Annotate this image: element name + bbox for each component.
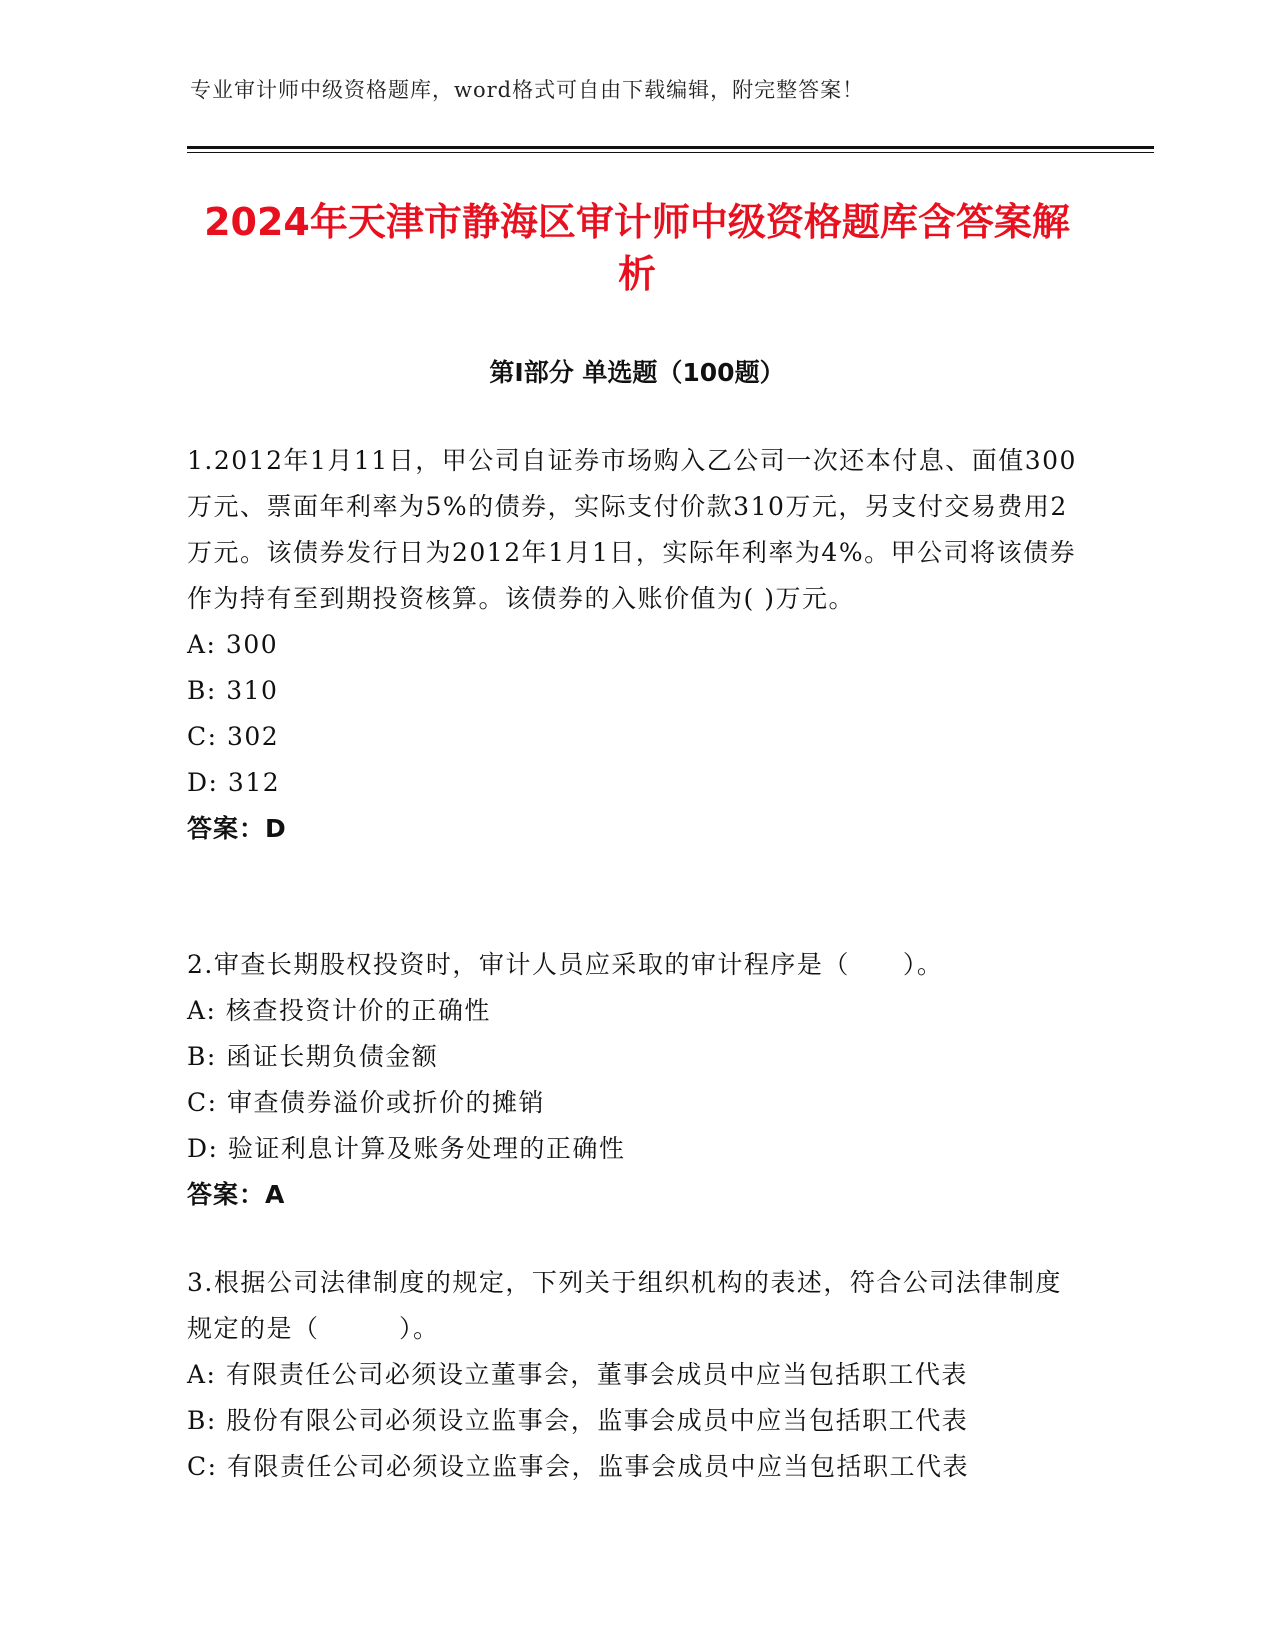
option-c: C: 审查债券溢价或折价的摊销 <box>187 1088 545 1117</box>
option-c: C: 有限责任公司必须设立监事会，监事会成员中应当包括职工代表 <box>187 1452 970 1481</box>
option-d: D: 验证利息计算及账务处理的正确性 <box>187 1134 626 1163</box>
option-a: A: 有限责任公司必须设立董事会，董事会成员中应当包括职工代表 <box>187 1360 968 1389</box>
option-d: D: 312 <box>187 768 281 797</box>
option-b: B: 股份有限公司必须设立监事会，监事会成员中应当包括职工代表 <box>187 1406 969 1435</box>
question-3 <box>187 1260 1087 1490</box>
section-title: 第I部分 单选题（100题） <box>489 358 785 387</box>
header-note: 专业审计师中级资格题库，word格式可自由下载编辑，附完整答案！ <box>190 78 865 102</box>
question-stem: 2.审查长期股权投资时，审计人员应采取的审计程序是（ ）。 <box>187 950 944 979</box>
document-title: 2024年天津市静海区审计师中级资格题库含答案解析 <box>204 200 1070 296</box>
option-a: A: 300 <box>187 630 279 659</box>
question-stem: 1.2012年1月11日，甲公司自证券市场购入乙公司一次还本付息、面值300万元、票面年利率为5%的债券，实际支付价款310万元，另支付交易费用2万元。该债券发行日为2012年1月1日，实际年利率为4%。甲公司将该债券作为持有至到期投资核算。该债券的入账价值为( )万元。 <box>187 446 1077 613</box>
question-stem: 3.根据公司法律制度的规定，下列关于组织机构的表述，符合公司法律制度规定的是（ ）。 <box>187 1268 1062 1343</box>
question-1 <box>187 438 1087 852</box>
header-rule-thin <box>187 152 1154 153</box>
answer: 答案：D <box>187 814 287 843</box>
option-b: B: 310 <box>187 676 279 705</box>
question-2 <box>187 942 1087 1218</box>
header-rule-thick <box>187 146 1154 149</box>
option-b: B: 函证长期负债金额 <box>187 1042 439 1071</box>
option-a: A: 核查投资计价的正确性 <box>187 996 491 1025</box>
option-c: C: 302 <box>187 722 280 751</box>
answer: 答案：A <box>187 1180 286 1209</box>
